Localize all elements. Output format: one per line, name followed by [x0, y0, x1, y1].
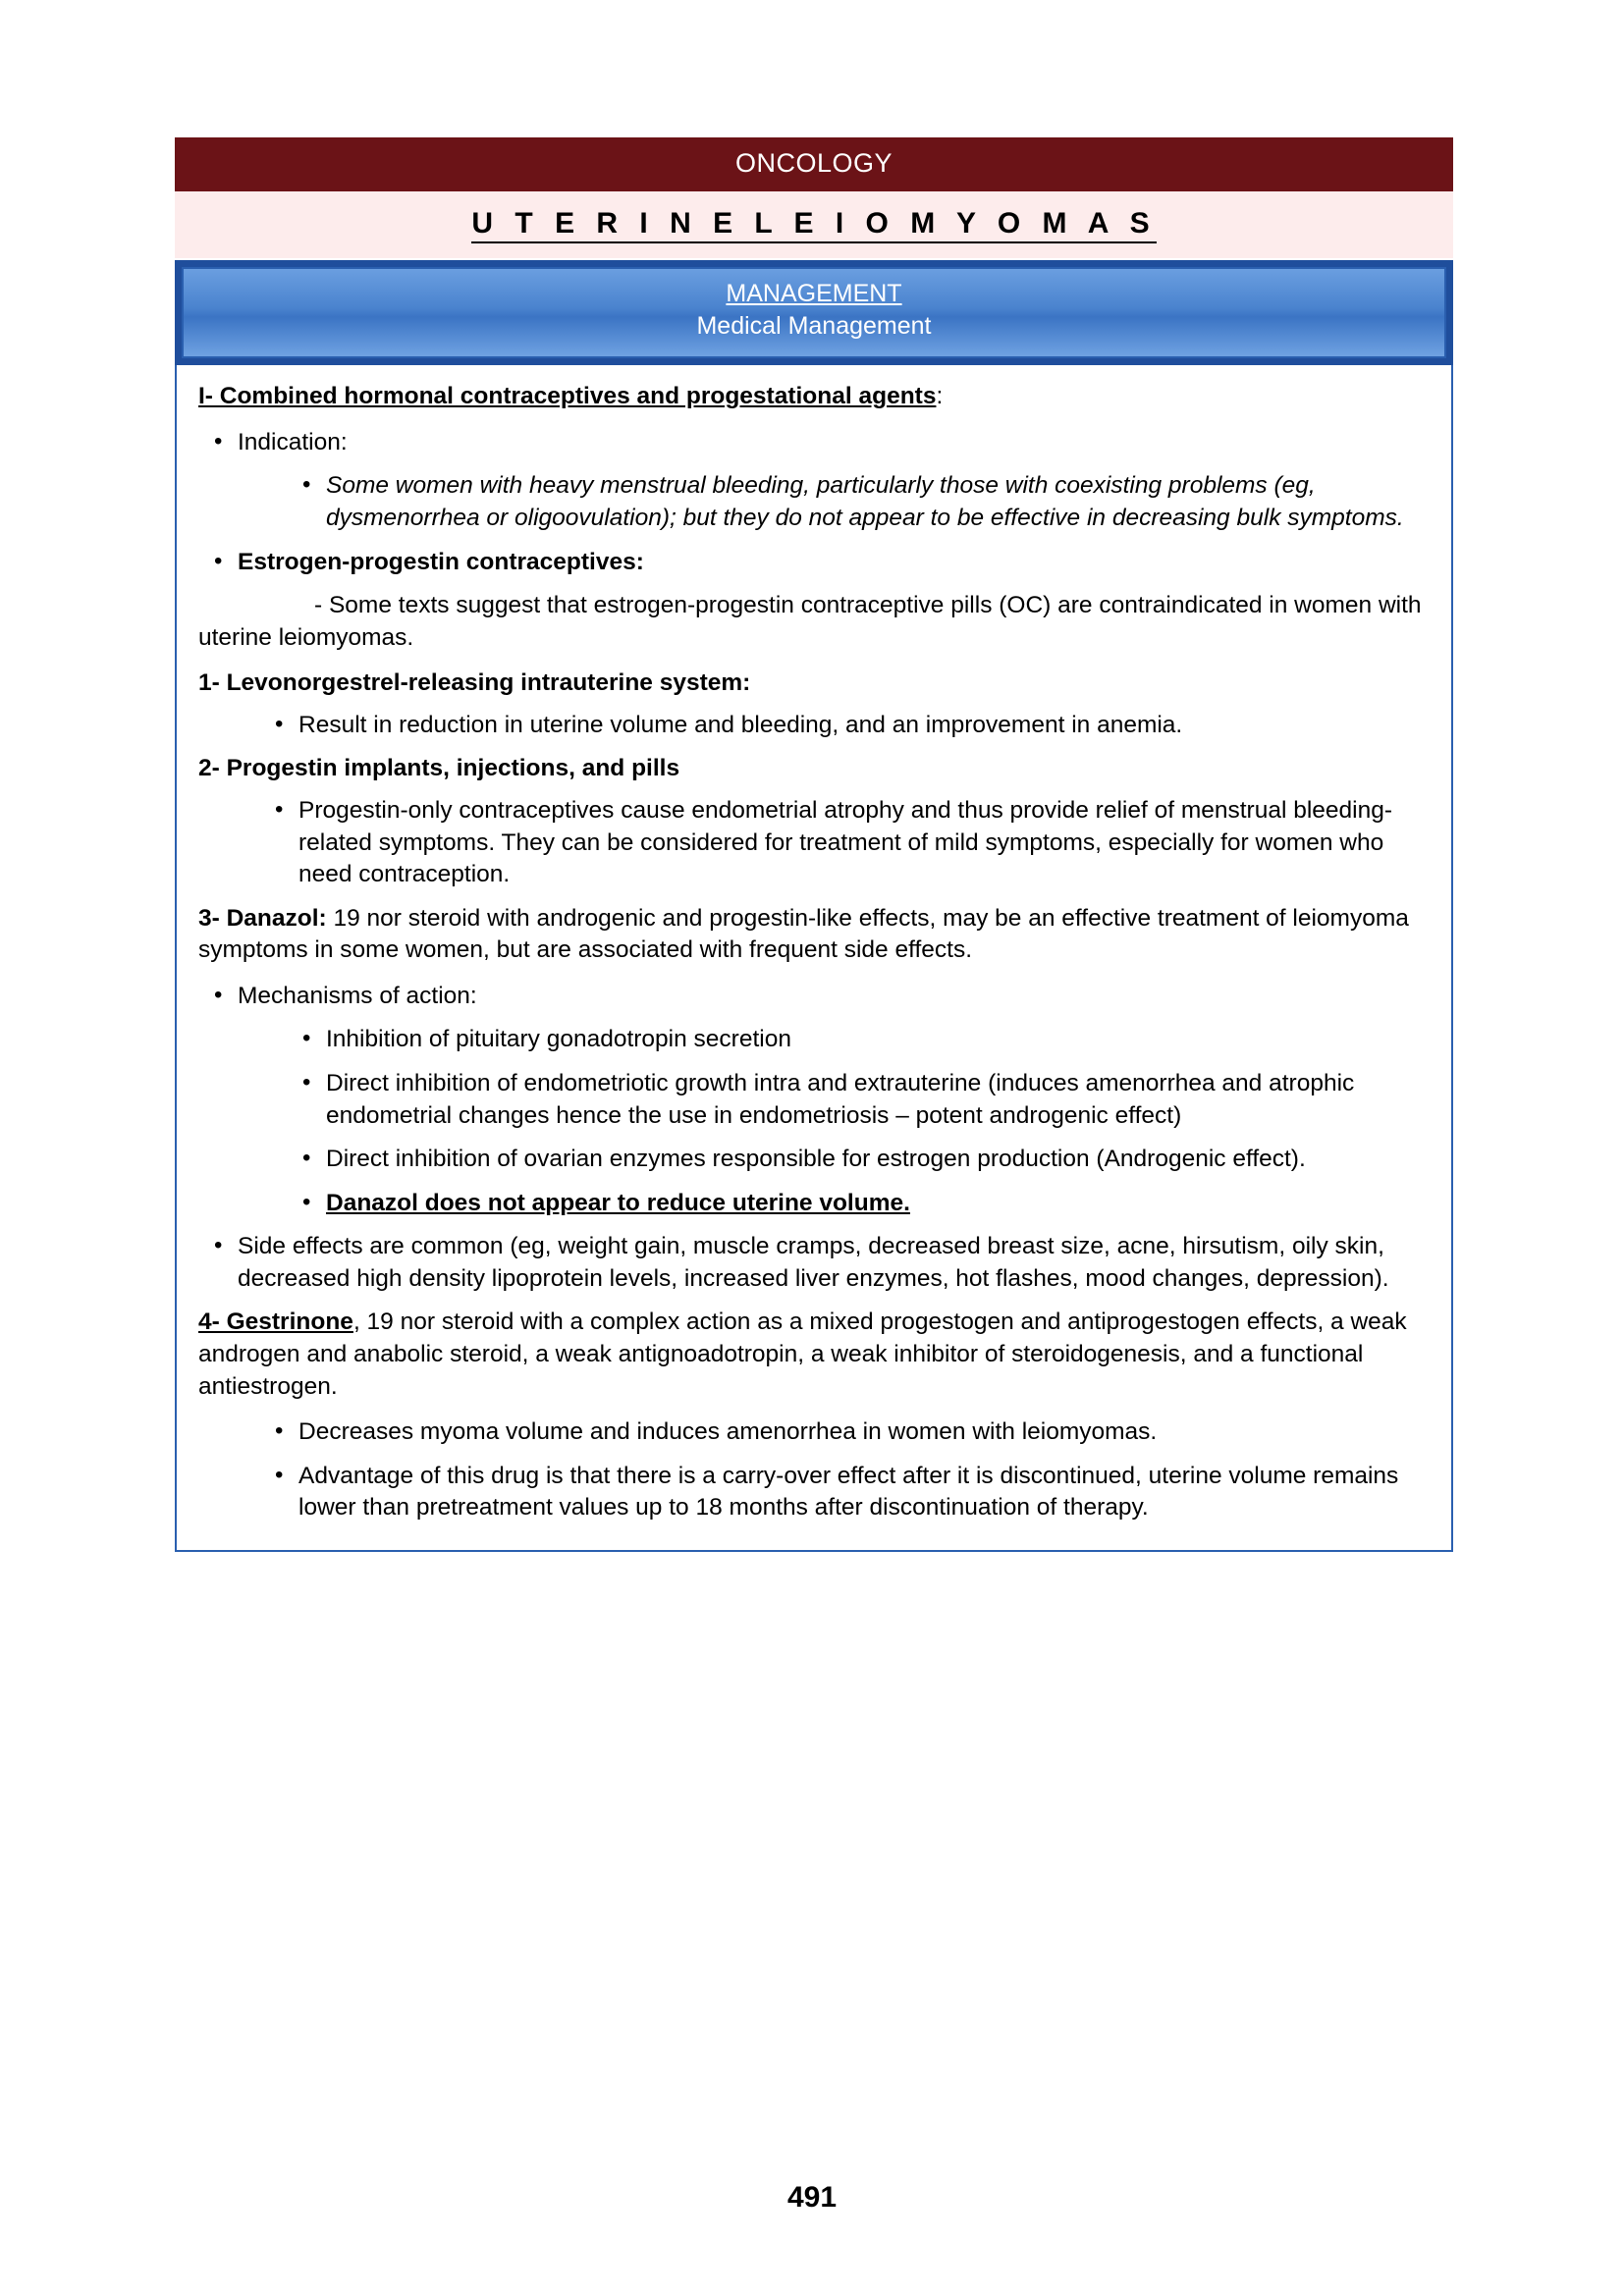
mechanisms-sublist [297, 1024, 1430, 1219]
section-heading-combined-text: I- Combined hormonal contraceptives and progestational agents [198, 383, 937, 410]
section-banner-label: ONCOLOGY [734, 148, 893, 178]
danazol-side-effects: Side effects are common (eg, weight gain, muscle cramps, decreased breast size, acne, hirsutism, oily skin, decreased high density lipoprotein levels, increased liver enzymes, hot flashes, mood changes, depression). [238, 1233, 1389, 1292]
management-bar-title: MANAGEMENT [726, 279, 902, 307]
gestrinone-label: 4- Gestrinone [198, 1308, 353, 1336]
management-bar-inner [182, 267, 1446, 359]
page-number-text: 491 [786, 2181, 838, 2214]
indication-text: Some women with heavy menstrual bleeding, particularly those with coexisting problems (eg, dysmenorrhea or oligoovulation); but they do not appear to be effective in decreasing bulk symptoms. [326, 472, 1404, 531]
section-heading-combined-colon: : [936, 383, 944, 410]
progestin-bullet-text: Progestin-only contraceptives cause endometrial atrophy and thus provide relief of menstrual bleeding-related symptoms. They can be considered for treatment of mild symptoms, especially for women who need contraception. [298, 796, 1393, 888]
section-heading-combined [198, 381, 1430, 413]
indication-label: Indication: [238, 428, 348, 455]
mechanisms-label: Mechanisms of action: [238, 982, 477, 1009]
list-item [297, 1188, 1430, 1220]
list-item [297, 1144, 1430, 1176]
subheading-progestin [198, 753, 1430, 785]
management-bar [175, 260, 1453, 366]
danazol-text: 19 nor steroid with androgenic and progestin-like effects, may be an effective treatment of leiomyoma symptoms in some women, but are associated with frequent side effects. [198, 904, 1409, 964]
page-number [0, 2181, 1624, 2215]
page-title-text: U T E R I N E L E I O M Y O M A S [471, 207, 1156, 243]
list-item [208, 981, 1430, 1219]
list-item [269, 710, 1430, 742]
list-item [297, 1024, 1430, 1056]
lng-ius-list [269, 710, 1430, 742]
indication-list [208, 427, 1430, 578]
list-item [269, 1416, 1430, 1449]
list-item [269, 1461, 1430, 1524]
indication-sublist [297, 470, 1430, 534]
mechanism-text-2: Direct inhibition of endometriotic growth intra and extrauterine (induces amenorrhea and atrophic endometrial changes hence the use in endometriosis – potent androgenic effect) [326, 1070, 1355, 1129]
mechanism-highlight: Danazol does not appear to reduce uterine volume. [326, 1189, 910, 1216]
list-item [297, 1068, 1430, 1132]
gestrinone-text: , 19 nor steroid with a complex action as a mixed progestogen and antiprogestogen effects, a weak androgen and anabolic steroid, a weak antignoadotropin, a weak inhibitor of steroidogenesis, and a functional antiestrogen. [198, 1308, 1407, 1400]
list-item [208, 1231, 1430, 1295]
mechanism-text-1: Inhibition of pituitary gonadotropin secretion [326, 1026, 791, 1053]
gestrinone-point-2: Advantage of this drug is that there is a carry-over effect after it is discontinued, uterine volume remains lower than pretreatment values up to 18 months after discontinuation of therapy. [298, 1462, 1399, 1522]
list-item [208, 427, 1430, 535]
estrogen-progestin-text: - Some texts suggest that estrogen-progestin contraceptive pills (OC) are contraindicated in women with uterine leiomyomas. [198, 592, 1422, 651]
gestrinone-list [269, 1416, 1430, 1524]
list-item [269, 795, 1430, 891]
section-banner [175, 137, 1453, 191]
mechanism-text-3: Direct inhibition of ovarian enzymes responsible for estrogen production (Androgenic effect). [326, 1146, 1306, 1173]
danazol-mechanisms-list [208, 981, 1430, 1296]
list-item [297, 470, 1430, 534]
subheading-progestin-text: 2- Progestin implants, injections, and pills [198, 755, 680, 782]
danazol-paragraph [198, 903, 1430, 967]
gestrinone-paragraph [198, 1307, 1430, 1403]
management-bar-subtitle: Medical Management [696, 312, 932, 341]
lng-ius-bullet-text: Result in reduction in uterine volume and bleeding, and an improvement in anemia. [298, 711, 1183, 738]
progestin-list [269, 795, 1430, 891]
page-content [175, 137, 1453, 1552]
gestrinone-point-1: Decreases myoma volume and induces amenorrhea in women with leiomyomas. [298, 1418, 1158, 1446]
estrogen-progestin-paragraph [198, 590, 1430, 654]
list-item [208, 547, 1430, 579]
danazol-label: 3- Danazol: [198, 904, 327, 932]
estrogen-progestin-label: Estrogen-progestin contraceptives: [238, 548, 644, 575]
content-box [175, 365, 1453, 1552]
page-title [175, 191, 1453, 258]
subheading-lng-ius-text: 1- Levonorgestrel-releasing intrauterine system: [198, 669, 751, 697]
subheading-lng-ius [198, 667, 1430, 700]
